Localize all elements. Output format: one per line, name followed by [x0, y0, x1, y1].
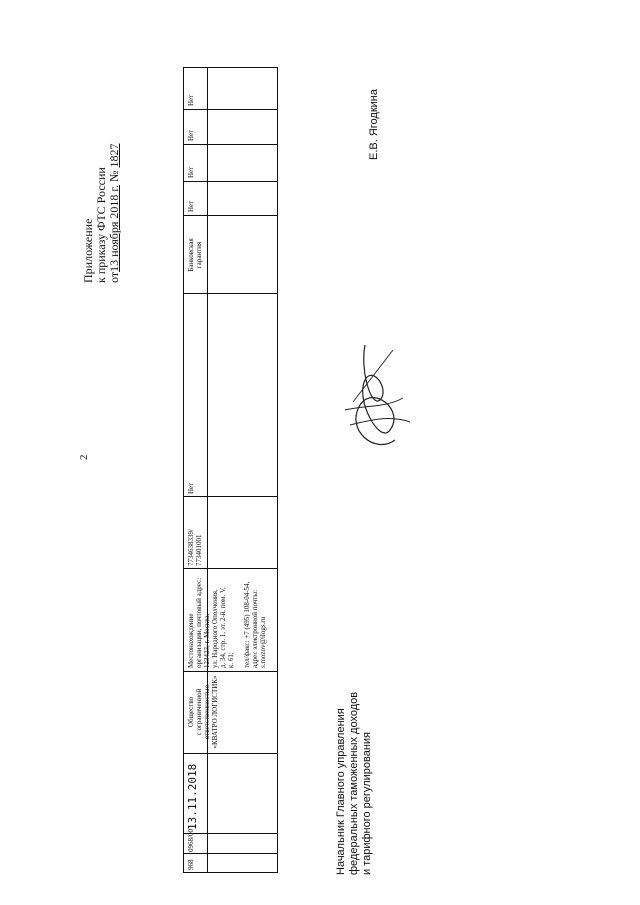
- signatory-name: Е.В. Ягодкина: [368, 88, 380, 160]
- signatory-position: Начальник Главного управления федеральных таможенных доходов и тарифного регулирования: [335, 691, 373, 875]
- order-number: 1827: [107, 143, 121, 168]
- row-no-4: Нет: [187, 94, 195, 106]
- row-address: Местонахождение организации, почтовый адрес: 123423, г. Москва, ул. Народного Ополчения, д. 34, стр. 1, эт. 2-й, пом. V, к. 61; тел/факс: +7 (495) 108-04-54, адрес электронной почты: s.mozov@ilogs.ru: [187, 577, 267, 668]
- row-col-no: Нет: [187, 482, 195, 494]
- appendix-date-line: от13 ноября 2018 г. № 1827: [107, 143, 121, 283]
- row-no-2: Нет: [187, 166, 195, 178]
- row-index: 968: [187, 859, 195, 870]
- appendix-title: Приложение: [81, 218, 95, 283]
- row-organization: Общество с ограниченной ответственностью «КВАТРО ЛОГИСТИК»: [187, 675, 219, 749]
- appendix-order: к приказу ФТС России: [94, 167, 108, 283]
- row-no-1: Нет: [187, 200, 195, 212]
- row-date: 13.11.2018: [186, 763, 199, 830]
- row-no-3: Нет: [187, 129, 195, 141]
- row-code: 0968/00: [187, 829, 195, 852]
- signature-image: [335, 335, 415, 460]
- row-inn-kpp: 7734638339/ 773401001: [187, 529, 203, 566]
- registry-table: [183, 67, 278, 873]
- appendix-header: [82, 144, 121, 283]
- page-number: 2: [78, 454, 90, 460]
- row-guarantee: Банковская гарантия: [187, 238, 203, 272]
